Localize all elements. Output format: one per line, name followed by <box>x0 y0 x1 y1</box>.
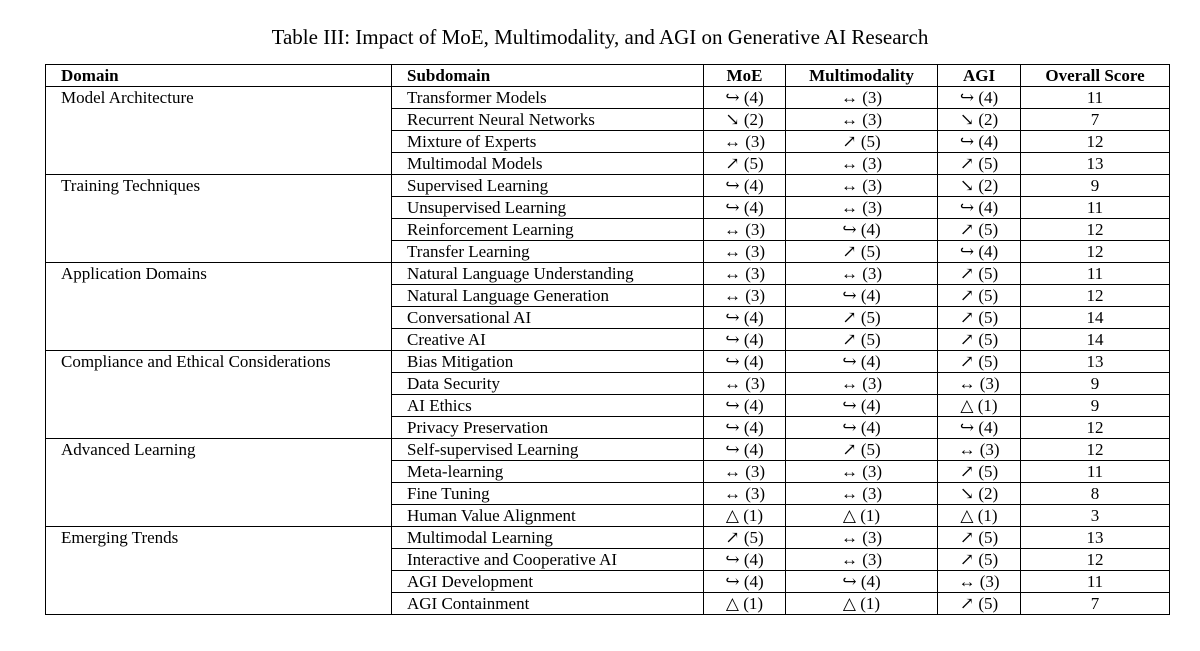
subdomain-cell: Unsupervised Learning <box>392 197 704 219</box>
subdomain-cell: Recurrent Neural Networks <box>392 109 704 131</box>
multimodality-cell: ↔ (3) <box>786 527 938 549</box>
subdomain-cell: Meta-learning <box>392 461 704 483</box>
agi-cell: ↘ (2) <box>938 483 1021 505</box>
table-row <box>46 263 1170 285</box>
header-multimodality: Multimodality <box>786 65 938 87</box>
agi-cell: ↪ (4) <box>938 87 1021 109</box>
overall-score-cell: 11 <box>1021 461 1170 483</box>
moe-cell: △ (1) <box>704 505 786 527</box>
moe-cell: ↔ (3) <box>704 373 786 395</box>
moe-cell: ↔ (3) <box>704 219 786 241</box>
multimodality-cell: ↔ (3) <box>786 549 938 571</box>
subdomain-cell: AGI Containment <box>392 593 704 615</box>
subdomain-cell: Transformer Models <box>392 87 704 109</box>
moe-cell: ↔ (3) <box>704 461 786 483</box>
header-overall-score: Overall Score <box>1021 65 1170 87</box>
agi-cell: △ (1) <box>938 505 1021 527</box>
moe-cell: ↔ (3) <box>704 483 786 505</box>
moe-cell: ↘ (2) <box>704 109 786 131</box>
overall-score-cell: 12 <box>1021 285 1170 307</box>
subdomain-cell: Supervised Learning <box>392 175 704 197</box>
subdomain-cell: Natural Language Generation <box>392 285 704 307</box>
header-row <box>46 65 1170 87</box>
subdomain-cell: AI Ethics <box>392 395 704 417</box>
overall-score-cell: 13 <box>1021 527 1170 549</box>
overall-score-cell: 12 <box>1021 549 1170 571</box>
agi-cell: ↗ (5) <box>938 153 1021 175</box>
moe-cell: ↪ (4) <box>704 87 786 109</box>
domain-cell: Advanced Learning <box>46 439 392 527</box>
overall-score-cell: 7 <box>1021 109 1170 131</box>
subdomain-cell: Multimodal Models <box>392 153 704 175</box>
multimodality-cell: ↪ (4) <box>786 417 938 439</box>
subdomain-cell: Interactive and Cooperative AI <box>392 549 704 571</box>
multimodality-cell: ↗ (5) <box>786 241 938 263</box>
subdomain-cell: Fine Tuning <box>392 483 704 505</box>
table-row <box>46 175 1170 197</box>
agi-cell: ↔ (3) <box>938 571 1021 593</box>
moe-cell: ↔ (3) <box>704 263 786 285</box>
subdomain-cell: Data Security <box>392 373 704 395</box>
multimodality-cell: ↔ (3) <box>786 263 938 285</box>
agi-cell: ↪ (4) <box>938 417 1021 439</box>
agi-cell: ↪ (4) <box>938 241 1021 263</box>
overall-score-cell: 13 <box>1021 153 1170 175</box>
multimodality-cell: ↗ (5) <box>786 329 938 351</box>
agi-cell: ↗ (5) <box>938 527 1021 549</box>
agi-cell: ↪ (4) <box>938 197 1021 219</box>
multimodality-cell: ↔ (3) <box>786 373 938 395</box>
domain-cell: Training Techniques <box>46 175 392 263</box>
moe-cell: ↪ (4) <box>704 197 786 219</box>
subdomain-cell: Mixture of Experts <box>392 131 704 153</box>
overall-score-cell: 14 <box>1021 329 1170 351</box>
domain-cell: Emerging Trends <box>46 527 392 615</box>
subdomain-cell: Natural Language Understanding <box>392 263 704 285</box>
overall-score-cell: 3 <box>1021 505 1170 527</box>
moe-cell: ↪ (4) <box>704 549 786 571</box>
subdomain-cell: Creative AI <box>392 329 704 351</box>
agi-cell: ↪ (4) <box>938 131 1021 153</box>
multimodality-cell: ↗ (5) <box>786 439 938 461</box>
table-caption: Table III: Impact of MoE, Multimodality, and AGI on Generative AI Research <box>271 25 929 49</box>
agi-cell: △ (1) <box>938 395 1021 417</box>
impact-table <box>45 64 1170 615</box>
agi-cell: ↘ (2) <box>938 109 1021 131</box>
overall-score-cell: 12 <box>1021 417 1170 439</box>
agi-cell: ↗ (5) <box>938 329 1021 351</box>
subdomain-cell: AGI Development <box>392 571 704 593</box>
multimodality-cell: ↗ (5) <box>786 307 938 329</box>
moe-cell: ↪ (4) <box>704 439 786 461</box>
agi-cell: ↗ (5) <box>938 461 1021 483</box>
overall-score-cell: 14 <box>1021 307 1170 329</box>
moe-cell: ↪ (4) <box>704 571 786 593</box>
agi-cell: ↗ (5) <box>938 285 1021 307</box>
overall-score-cell: 11 <box>1021 197 1170 219</box>
header-agi: AGI <box>938 65 1021 87</box>
moe-cell: ↪ (4) <box>704 351 786 373</box>
subdomain-cell: Multimodal Learning <box>392 527 704 549</box>
multimodality-cell: ↪ (4) <box>786 219 938 241</box>
subdomain-cell: Transfer Learning <box>392 241 704 263</box>
subdomain-cell: Bias Mitigation <box>392 351 704 373</box>
domain-cell: Compliance and Ethical Considerations <box>46 351 392 439</box>
moe-cell: ↗ (5) <box>704 527 786 549</box>
overall-score-cell: 9 <box>1021 395 1170 417</box>
table-row <box>46 527 1170 549</box>
overall-score-cell: 7 <box>1021 593 1170 615</box>
domain-cell: Model Architecture <box>46 87 392 175</box>
subdomain-cell: Human Value Alignment <box>392 505 704 527</box>
agi-cell: ↗ (5) <box>938 263 1021 285</box>
multimodality-cell: ↪ (4) <box>786 571 938 593</box>
multimodality-cell: △ (1) <box>786 593 938 615</box>
overall-score-cell: 11 <box>1021 87 1170 109</box>
table-row <box>46 87 1170 109</box>
multimodality-cell: ↪ (4) <box>786 351 938 373</box>
moe-cell: ↔ (3) <box>704 241 786 263</box>
multimodality-cell: ↔ (3) <box>786 461 938 483</box>
multimodality-cell: ↪ (4) <box>786 285 938 307</box>
overall-score-cell: 12 <box>1021 131 1170 153</box>
agi-cell: ↗ (5) <box>938 307 1021 329</box>
multimodality-cell: ↔ (3) <box>786 175 938 197</box>
multimodality-cell: ↔ (3) <box>786 109 938 131</box>
agi-cell: ↗ (5) <box>938 549 1021 571</box>
domain-cell: Application Domains <box>46 263 392 351</box>
subdomain-cell: Conversational AI <box>392 307 704 329</box>
moe-cell: ↪ (4) <box>704 395 786 417</box>
header-subdomain: Subdomain <box>392 65 704 87</box>
overall-score-cell: 13 <box>1021 351 1170 373</box>
overall-score-cell: 12 <box>1021 439 1170 461</box>
moe-cell: ↔ (3) <box>704 131 786 153</box>
multimodality-cell: ↔ (3) <box>786 87 938 109</box>
agi-cell: ↘ (2) <box>938 175 1021 197</box>
table-row <box>46 439 1170 461</box>
header-domain: Domain <box>46 65 392 87</box>
subdomain-cell: Reinforcement Learning <box>392 219 704 241</box>
moe-cell: ↪ (4) <box>704 417 786 439</box>
multimodality-cell: ↔ (3) <box>786 197 938 219</box>
table-body <box>46 87 1170 615</box>
moe-cell: ↪ (4) <box>704 175 786 197</box>
overall-score-cell: 12 <box>1021 241 1170 263</box>
overall-score-cell: 12 <box>1021 219 1170 241</box>
agi-cell: ↔ (3) <box>938 373 1021 395</box>
overall-score-cell: 9 <box>1021 373 1170 395</box>
agi-cell: ↗ (5) <box>938 351 1021 373</box>
table-row <box>46 351 1170 373</box>
header-moe: MoE <box>704 65 786 87</box>
multimodality-cell: △ (1) <box>786 505 938 527</box>
agi-cell: ↗ (5) <box>938 593 1021 615</box>
multimodality-cell: ↪ (4) <box>786 395 938 417</box>
agi-cell: ↔ (3) <box>938 439 1021 461</box>
multimodality-cell: ↔ (3) <box>786 483 938 505</box>
overall-score-cell: 11 <box>1021 263 1170 285</box>
moe-cell: ↪ (4) <box>704 329 786 351</box>
multimodality-cell: ↗ (5) <box>786 131 938 153</box>
moe-cell: △ (1) <box>704 593 786 615</box>
moe-cell: ↗ (5) <box>704 153 786 175</box>
moe-cell: ↔ (3) <box>704 285 786 307</box>
overall-score-cell: 11 <box>1021 571 1170 593</box>
overall-score-cell: 9 <box>1021 175 1170 197</box>
overall-score-cell: 8 <box>1021 483 1170 505</box>
subdomain-cell: Self-supervised Learning <box>392 439 704 461</box>
subdomain-cell: Privacy Preservation <box>392 417 704 439</box>
moe-cell: ↪ (4) <box>704 307 786 329</box>
agi-cell: ↗ (5) <box>938 219 1021 241</box>
multimodality-cell: ↔ (3) <box>786 153 938 175</box>
